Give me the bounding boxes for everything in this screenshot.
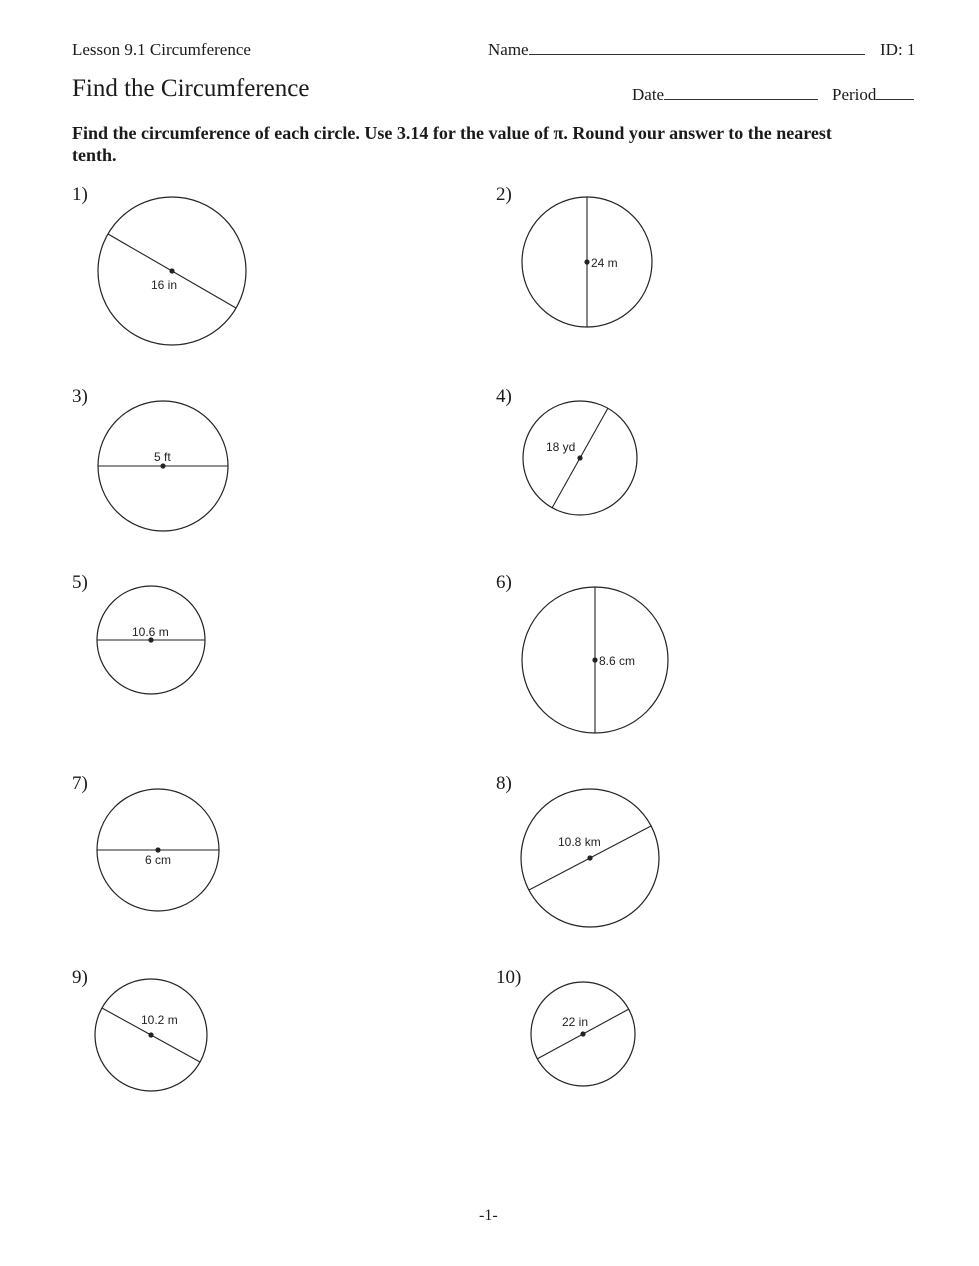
circle-figure-8: [521, 789, 659, 927]
problem-number: 3): [72, 386, 88, 407]
lesson-label: Lesson 9.1 Circumference: [72, 40, 251, 59]
diameter-label: 6 cm: [145, 853, 172, 867]
circle-figure-5: [97, 586, 205, 694]
problem-number: 6): [496, 572, 512, 593]
period-label: Period: [832, 85, 877, 104]
circle-figure-3: [98, 401, 228, 531]
problem-number: 4): [496, 386, 512, 407]
circle-figure-1: [98, 197, 246, 345]
circle-figure-10: [531, 982, 635, 1086]
circle-figure-4: [523, 401, 637, 515]
circle-figure-7: [97, 789, 219, 911]
diameter-label: 24 m: [591, 256, 618, 270]
diameter-label: 18 yd: [546, 440, 576, 454]
instructions: Find the circumference of each circle. Use 3.14 for the value of π. Round your answer to the nearest tenth.: [72, 123, 832, 165]
problem-number: 5): [72, 572, 88, 593]
id-label: ID: 1: [880, 40, 916, 59]
diameter-label: 5 ft: [154, 450, 171, 464]
circle-figure-9: [95, 979, 207, 1091]
circle-figure-6: [522, 587, 668, 733]
circle-figure-2: [522, 197, 652, 327]
diameter-label: 16 in: [151, 278, 178, 292]
name-label: Name: [488, 40, 529, 59]
problem-number: 7): [72, 773, 88, 794]
diameter-label: 10.8 km: [558, 835, 601, 849]
date-label: Date: [632, 85, 665, 104]
diameter-label: 10.6 m: [132, 625, 169, 639]
diameter-label: 8.6 cm: [599, 654, 636, 668]
page-title: Find the Circumference: [72, 75, 310, 102]
problem-number: 8): [496, 773, 512, 794]
problem-number: 10): [496, 967, 522, 988]
page-number: -1-: [479, 1207, 498, 1224]
diameter-label: 22 in: [562, 1015, 589, 1029]
diameter-label: 10.2 m: [141, 1013, 178, 1027]
problem-number: 9): [72, 967, 88, 988]
problem-number: 1): [72, 184, 88, 205]
problem-number: 2): [496, 184, 512, 205]
